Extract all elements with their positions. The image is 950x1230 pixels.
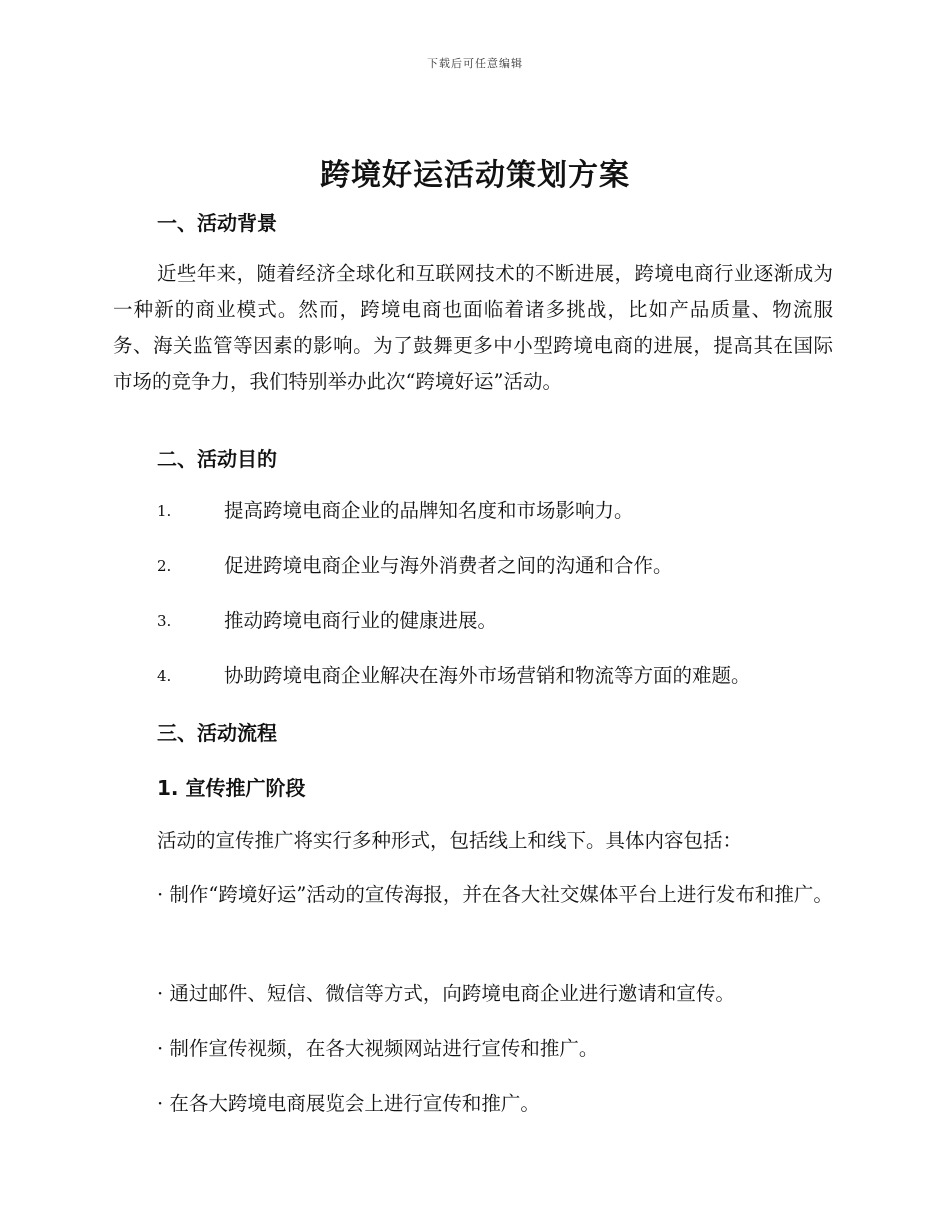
bullet-item: · 在各大跨境电商展览会上进行宣传和推广。 bbox=[157, 1092, 540, 1115]
section-heading-background: 一、活动背景 bbox=[157, 211, 277, 235]
section-heading-process: 三、活动流程 bbox=[157, 721, 277, 745]
bullet-item: · 制作宣传视频，在各大视频网站进行宣传和推广。 bbox=[157, 1037, 599, 1060]
document-title: 跨境好运活动策划方案 bbox=[320, 158, 630, 193]
list-item-number: 4. bbox=[157, 667, 172, 685]
subsection-heading-promotion: 1. 宣传推广阶段 bbox=[157, 776, 306, 800]
list-item-text: 协助跨境电商企业解决在海外市场营销和物流等方面的难题。 bbox=[224, 664, 751, 687]
bullet-item: · 制作“跨境好运”活动的宣传海报，并在各大社交媒体平台上进行发布和推广。 bbox=[157, 883, 833, 906]
header-note: 下载后可任意编辑 bbox=[427, 57, 523, 70]
list-item-text: 推动跨境电商行业的健康进展。 bbox=[224, 609, 498, 632]
list-item-number: 3. bbox=[157, 612, 172, 630]
bullet-item: · 通过邮件、短信、微信等方式，向跨境电商企业进行邀请和宣传。 bbox=[157, 982, 735, 1005]
list-item-number: 2. bbox=[157, 557, 172, 575]
list-item-text: 提高跨境电商企业的品牌知名度和市场影响力。 bbox=[224, 499, 634, 522]
section-heading-goals: 二、活动目的 bbox=[157, 447, 277, 471]
list-item-text: 促进跨境电商企业与海外消费者之间的沟通和合作。 bbox=[224, 554, 673, 577]
background-paragraph: 近些年来，随着经济全球化和互联网技术的不断进展，跨境电商行业逐渐成为一种新的商业模式。然而，跨境电商也面临着诸多挑战，比如产品质量、物流服务、海关监管等因素的影响。为了鼓舞更多中小型跨境电商的进展，提高其在国际市场的竞争力，我们特别举办此次“跨境好运”活动。 bbox=[113, 262, 833, 393]
list-item-number: 1. bbox=[157, 502, 172, 520]
process-intro: 活动的宣传推广将实行多种形式，包括线上和线下。具体内容包括： bbox=[157, 829, 743, 852]
